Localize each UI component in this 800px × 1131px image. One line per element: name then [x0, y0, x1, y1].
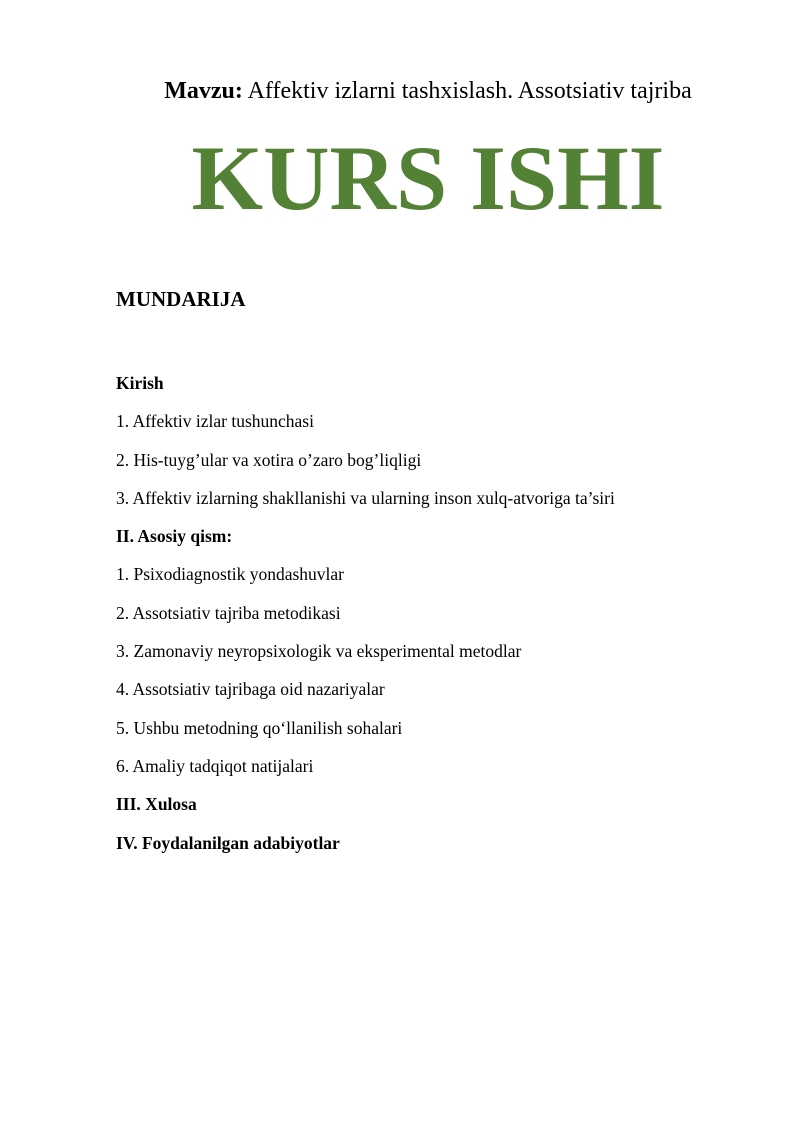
toc-item: 5. Ushbu metodning qo‘llanilish sohalari: [116, 717, 403, 738]
contents-heading: MUNDARIJA: [116, 287, 246, 311]
toc-item: 4. Assotsiativ tajribaga oid nazariyalar: [116, 679, 385, 700]
toc-item: III. Xulosa: [116, 794, 197, 815]
toc-item: 3. Zamonaviy neyropsixologik va eksperimental metodlar: [116, 641, 522, 662]
topic-label: Mavzu:: [164, 78, 243, 104]
topic-text: Affektiv izlarni tashxislash. Assotsiativ tajriba: [242, 78, 692, 104]
topic-line: [0, 76, 800, 106]
toc-item: Kirish: [116, 373, 164, 393]
toc-item: 1. Affektiv izlar tushunchasi: [116, 411, 314, 432]
toc-item: 3. Affektiv izlarning shakllanishi va ularning inson xulq-atvoriga ta’siri: [116, 487, 615, 508]
toc-item: IV. Foydalanilgan adabiyotlar: [116, 832, 340, 853]
toc-item: 2. Assotsiativ tajriba metodikasi: [116, 602, 341, 623]
toc-item: II. Asosiy qism:: [116, 526, 233, 547]
toc-item: 2. His-tuyg’ular va xotira o’zaro bog’liqligi: [116, 449, 422, 470]
table-of-contents: [116, 372, 615, 870]
main-title: KURS ISHI: [191, 127, 665, 229]
toc-item: 6. Amaliy tadqiqot natijalari: [116, 755, 314, 776]
toc-item: 1. Psixodiagnostik yondashuvlar: [116, 564, 344, 585]
